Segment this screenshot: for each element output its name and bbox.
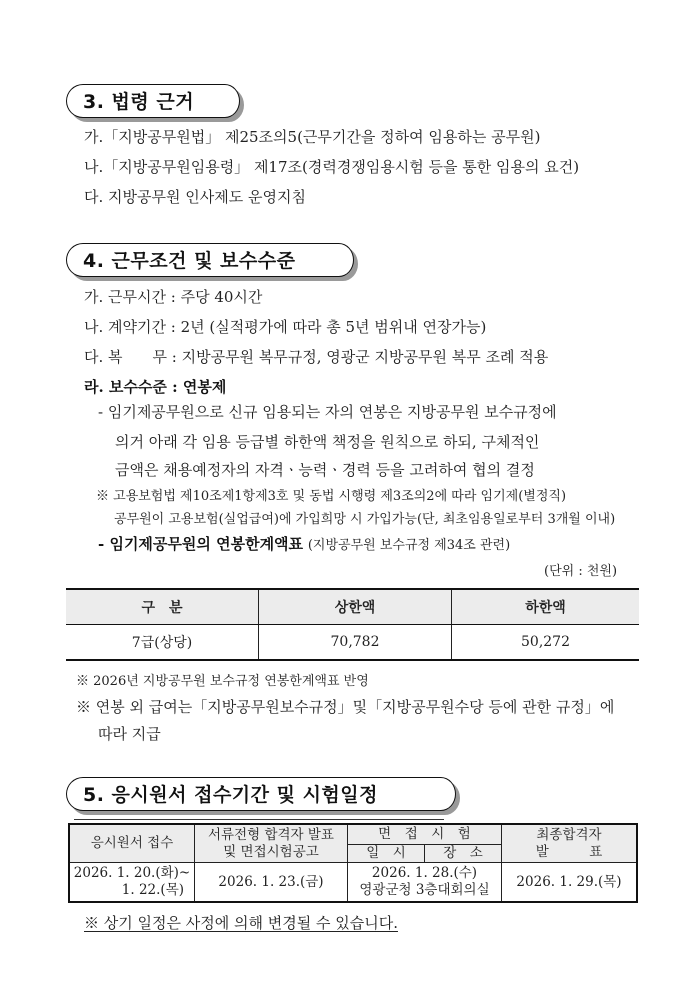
header-application: 응시원서 접수 [69,824,195,863]
legal-basis-item-c: 다. 지방공무원 인사제도 운영지침 [84,188,306,206]
service-rules: 다. 복 무 : 지방공무원 복무규정, 영광군 지방공무원 복무 조례 적용 [84,348,549,366]
section-3-heading: 3. 법령 근거 [66,84,240,118]
exam-schedule-table [68,823,638,903]
unit-label: (단위 : 천원) [544,564,618,579]
insurance-note-line-2: 공무원이 고용보험(실업급여)에 가입희망 시 가입가능(단, 최초임용일로부터 3개월 이내) [114,512,616,527]
other-pay-note-line-1: ※ 연봉 외 급여는「지방공무원보수규정」및「지방공무원수당 등에 관한 규정」에 [76,698,615,716]
header-upper-limit: 상한액 [259,589,452,625]
header-interview-date: 일 시 [348,845,425,863]
header-final-result-line-2: 발 표 [535,843,603,860]
header-interview-place: 장 소 [425,845,502,863]
header-interview: 면 접 시 험 [348,824,502,845]
header-category: 구 분 [66,589,259,625]
salary-table-title: - 임기제공무원의 연봉한계액표 [98,535,304,553]
other-pay-note-line-2: 따라 지급 [98,725,161,743]
insurance-note-line-1: ※ 고용보험법 제10조제1항제3호 및 동법 시행령 제3조의2에 따라 임기제(별정직) [96,489,567,504]
header-document-result [195,824,348,863]
salary-note-2026: ※ 2026년 지방공무원 보수규정 연봉한계액표 반영 [76,674,369,689]
interview-date: 2026. 1. 28.(수) [371,865,478,881]
pay-description-line-3: 금액은 채용예정자의 자격ㆍ능력ㆍ경력 등을 고려하여 협의 결정 [115,461,535,479]
header-document-result-line-2: 및 면접시험공고 [223,843,319,860]
section-5-heading: 5. 응시원서 접수기간 및 시험일정 [66,777,456,811]
header-final-result-line-1: 최종합격자 [536,826,602,843]
schedule-change-note: ※ 상기 일정은 사정에 의해 변경될 수 있습니다. [84,914,398,932]
application-period-start: 2026. 1. 20.(화)~ [73,865,191,881]
table-row [66,625,639,661]
header-lower-limit: 하한액 [452,589,640,625]
pay-description-line-1: - 임기제공무원으로 신규 임용되는 자의 연봉은 지방공무원 보수규정에 [98,403,557,421]
salary-limit-table [66,588,639,661]
upper-limit-cell: 70,782 [259,625,452,661]
legal-basis-item-a: 가.「지방공무원법」 제25조의5(근무기간을 정하여 임용하는 공무원) [84,128,541,146]
legal-basis-item-b: 나.「지방공무원임용령」 제17조(경력경쟁임용시험 등을 통한 임용의 요건) [84,158,580,176]
application-period-cell [69,863,195,903]
section-4-heading: 4. 근무조건 및 보수수준 [66,243,354,277]
salary-table-header-row [66,589,639,625]
interview-place: 영광군청 3층대회의실 [359,882,490,898]
application-period-end: 1. 22.(목) [121,882,184,898]
final-result-date-cell: 2026. 1. 29.(목) [502,863,638,903]
lower-limit-cell: 50,272 [452,625,640,661]
contract-period: 나. 계약기간 : 2년 (실적평가에 따라 총 5년 범위내 연장가능) [84,318,487,336]
header-final-result [502,824,638,863]
salary-table-caption [98,534,510,556]
table-row [69,863,637,903]
schedule-header-row-1 [69,824,637,845]
salary-table-reference: (지방공무원 보수규정 제34조 관련) [307,538,511,553]
pay-description-line-2: 의거 아래 각 임용 등급별 하한액 책정을 원칙으로 하되, 구체적인 [115,433,540,451]
section-5-divider [74,819,444,820]
grade-cell: 7급(상당) [66,625,259,661]
document-result-date-cell: 2026. 1. 23.(금) [195,863,348,903]
work-hours: 가. 근무시간 : 주당 40시간 [84,288,263,306]
interview-cell [348,863,502,903]
header-document-result-line-1: 서류전형 합격자 발표 [208,826,334,843]
pay-level: 라. 보수수준 : 연봉제 [84,378,227,396]
